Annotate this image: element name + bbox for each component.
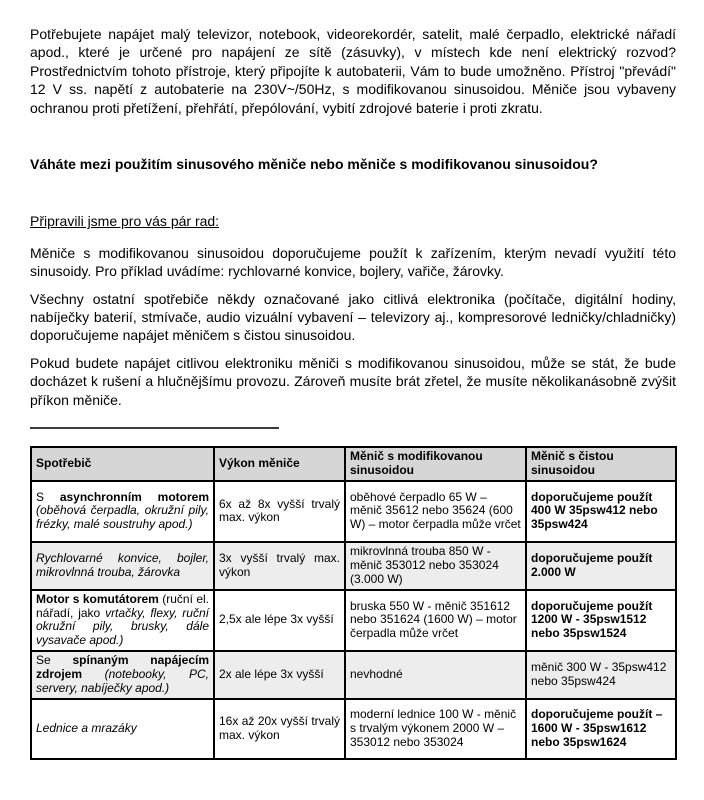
cell-modified-sine: oběhové čerpadlo 65 W – měnič 35612 nebo 35624 (600 W) – motor čerpadla může vrčet	[345, 481, 526, 542]
cell-pure-sine: doporučujeme použít 2.000 W	[526, 542, 676, 590]
intro-paragraph: Potřebujete napájet malý televizor, notebook, videorekordér, satelit, malé čerpadlo, elektrické nářadí apod., které je určené pro napájení ze sítě (zásuvky), v místech kde není elektrický rozvod? Prostřednictvím tohoto přístroje, který připojíte k autobaterii, Vám to bude umožněno. Přístroj "převádí" 12 V ss. napětí z autobaterie na 230V~/50Hz, s modifikovanou sinusoidou. Měniče jsou vybaveny ochranou proti přetížení, přehřátí, přepólování, vybití zdrojové baterie i proti zkratu.	[30, 26, 676, 116]
appliance-italic-text: (notebooky, PC, servery, nabíječky apod.)	[36, 667, 209, 696]
cell-appliance	[31, 542, 214, 590]
horizontal-rule	[30, 427, 279, 429]
table-row-fridges-freezers	[31, 699, 676, 759]
cell-pure-sine: doporučujeme použít 400 W 35psw412 nebo 35psw424	[526, 481, 676, 542]
tips-heading-text: Připravili jsme pro vás pár rad:	[30, 213, 220, 230]
appliance-bold-text: Motor s komutátorem	[36, 591, 159, 606]
cell-appliance	[31, 651, 214, 699]
header-pure-sine-inverter: Měnič s čistou sinusoidou	[526, 447, 676, 481]
table-row-kettle-boiler	[31, 542, 676, 590]
cell-pure-sine: měnič 300 W - 35psw412 nebo 35psw424	[526, 651, 676, 699]
appliance-mid-text: (ruční el. nářadí, jako	[36, 591, 209, 620]
appliance-italic-text: Lednice a mrazáky	[36, 721, 137, 736]
cell-inverter-power: 3x vyšší trvalý max. výkon	[214, 542, 345, 590]
appliance-italic-text: (oběhová čerpadla, okružní pily, frézky, malé soustruhy apod.)	[36, 503, 209, 532]
cell-inverter-power: 6x až 8x vyšší trvalý max. výkon	[214, 481, 345, 542]
cell-appliance	[31, 590, 214, 652]
table-row-async-motor	[31, 481, 676, 542]
cell-modified-sine: moderní lednice 100 W - měnič s trvalým výkonem 2000 W – 353012 nebo 353024	[345, 699, 526, 759]
cell-inverter-power: 2x ale lépe 3x vyšší	[214, 651, 345, 699]
tips-heading	[30, 212, 676, 230]
paragraph-warning: Pokud budete napájet citlivou elektroniku měniči s modifikovanou sinusoidou, může se stát, že bude docházet k rušení a hlučnějšímu provozu. Zároveň musíte brát zřetel, že musíte několikanásobně zvýšit příkon měniče.	[30, 354, 676, 408]
paragraph-sensitive-electronics: Všechny ostatní spotřebiče někdy označované jako citlivá elektronika (počítače, digitální hodiny, nabíječky baterií, stmívače, audio vizuální vybavení – televizory aj., kompresorové ledničky/chladničky) doporučujeme napájet měničem s čistou sinusoidou.	[30, 290, 676, 344]
cell-modified-sine: nevhodné	[345, 651, 526, 699]
appliance-italic-text: vrtačky, flexy, ruční okružní pily, brusky, dále vysavače apod.)	[36, 605, 209, 648]
cell-appliance	[31, 699, 214, 759]
appliance-lead-text: S	[36, 489, 60, 504]
header-inverter-power: Výkon měniče	[214, 447, 345, 481]
inverter-recommendation-table	[30, 446, 677, 760]
appliance-italic-text: Rychlovarné konvice, bojler, mikrovlnná trouba, žárovka	[36, 550, 209, 579]
cell-modified-sine: mikrovlnná trouba 850 W - měnič 353012 nebo 353024 (3.000 W)	[345, 542, 526, 590]
appliance-mid-text	[82, 667, 105, 681]
table-header-row	[31, 447, 676, 481]
header-appliance: Spotřebič	[31, 447, 214, 481]
appliance-bold-text: asynchronním motorem	[59, 489, 209, 504]
paragraph-modified-sine: Měniče s modifikovanou sinusoidou doporučujeme použít k zařízením, kterým nevadí využití této sinusoidy. Pro příklad uvádíme: rychlovarné konvice, bojlery, vařiče, žárovky.	[30, 244, 676, 280]
table-row-commutator-motor	[31, 590, 676, 652]
cell-appliance	[31, 481, 214, 542]
header-modified-sine-inverter: Měnič s modifikovanou sinusoidou	[345, 447, 526, 481]
cell-pure-sine: doporučujeme použít 1200 W - 35psw1512 nebo 35psw1524	[526, 590, 676, 652]
cell-pure-sine: doporučujeme použít – 1600 W - 35psw1612 nebo 35psw1624	[526, 699, 676, 759]
cell-modified-sine: bruska 550 W - měnič 351612 nebo 351624 (1600 W) – motor čerpadla může vrčet	[345, 590, 526, 652]
cell-inverter-power: 2,5x ale lépe 3x vyšší	[214, 590, 345, 652]
cell-inverter-power: 16x až 20x vyšší trvalý max. výkon	[214, 699, 345, 759]
question-heading: Váháte mezi použitím sinusového měniče nebo měniče s modifikovanou sinusoidou?	[30, 156, 598, 173]
appliance-bold-text: spínaným napájecím zdrojem	[36, 653, 209, 682]
table-row-switching-supply	[31, 651, 676, 699]
appliance-lead-text: Se	[36, 653, 73, 668]
